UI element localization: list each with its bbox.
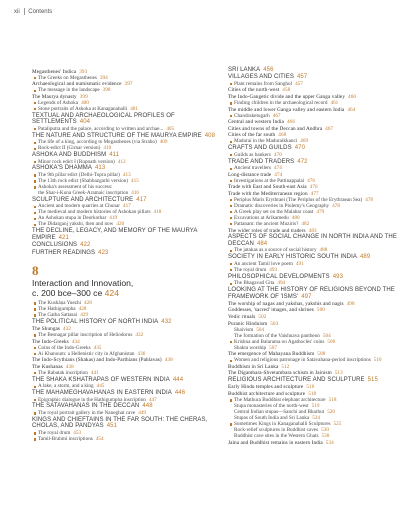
toc-entry-page: 519 xyxy=(311,402,320,409)
toc-entry-page: 470 xyxy=(273,151,282,158)
toc-entry[interactable] xyxy=(228,301,404,307)
toc-entry-page: 451 xyxy=(106,423,118,430)
toc-entry-title: The Digambara-Shvetambara schism in Jainism xyxy=(228,370,332,377)
toc-entry-page: 480 xyxy=(291,214,300,221)
toc-entry-title: Coins of the Indo-Greeks xyxy=(38,344,91,351)
toc-entry[interactable] xyxy=(32,242,208,249)
toc-entry-page: 444 xyxy=(172,376,184,383)
toc-entry-title: Shaivism xyxy=(234,326,254,333)
toc-entry-title: Dramatic discoveries in Ptolemy's Geography xyxy=(234,202,330,209)
toc-entry-title: Puranic Hinduism xyxy=(228,320,268,327)
toc-entry-page: 518 xyxy=(308,390,317,397)
toc-entry[interactable] xyxy=(228,159,404,166)
toc-entry-page: 404 xyxy=(79,119,91,126)
toc-entry-title: Krishna and Balarama on Agathocles' coins xyxy=(234,338,325,345)
toc-entry-title: Central and western India xyxy=(228,119,284,126)
toc-entry[interactable] xyxy=(32,165,208,172)
toc-entry-page: 438 xyxy=(65,363,74,370)
toc-entry-page: 413 xyxy=(122,171,131,178)
toc-entry[interactable] xyxy=(32,221,208,227)
toc-entry-page: 491 xyxy=(295,260,304,267)
toc-entry-title: Cities and towns of the Deccan and Andhra xyxy=(228,125,323,132)
toc-entry[interactable] xyxy=(228,307,404,313)
toc-entry-page: 498 xyxy=(346,300,355,307)
toc-entry-title: Plant remains from Sanghol xyxy=(234,80,293,87)
toc-entry-page: 412 xyxy=(117,158,126,165)
toc-entry-title: The Gatha Sattasai xyxy=(38,312,78,319)
toc-entry-title: Sometimes Kings in Kanaganahalli Sculptures xyxy=(234,420,331,427)
toc-entry-title: Legends of Ashoka xyxy=(38,99,79,106)
toc-entry[interactable] xyxy=(228,280,404,286)
toc-entry-title: Buddhism in Sri Lanka xyxy=(228,363,279,370)
toc-entry-title: Ashoka's assessment of his success: xyxy=(38,183,113,190)
toc-entry-page: 518 xyxy=(328,396,337,403)
toc-entry-page: 429 xyxy=(80,312,88,319)
toc-entry-page: 504 xyxy=(322,332,331,339)
toc-entry-page: 494 xyxy=(277,280,286,287)
toc-entry[interactable] xyxy=(32,397,208,403)
toc-entry-page: 493 xyxy=(269,266,278,273)
toc-entry-title: TEXTUAL AND ARCHAEOLOGICAL PROFILES OF SETTLEMENTS xyxy=(32,112,175,126)
toc-entry-page: 534 xyxy=(325,439,334,446)
chapter-page: 424 xyxy=(104,288,119,299)
toc-entry-page: 478 xyxy=(332,202,340,209)
toc-entry-page: 488 xyxy=(319,247,328,254)
toc-entry-title: FURTHER READINGS xyxy=(32,249,96,256)
toc-entry-title: Buddhist cave sites in the Western Ghats xyxy=(234,432,319,439)
toc-entry[interactable] xyxy=(32,332,208,338)
toc-entry-title: The Hathigumpha xyxy=(38,306,76,313)
toc-entry[interactable] xyxy=(228,228,404,234)
toc-list-right xyxy=(228,67,404,446)
chapter-number: 8 xyxy=(32,263,39,279)
toc-entry-title: THE MAHAMEGHAVAHANAS IN EASTERN INDIA xyxy=(32,390,172,397)
toc-entry-page: 458 xyxy=(282,87,291,94)
toc-entry-page: 524 xyxy=(312,414,320,421)
toc-entry-page: 413 xyxy=(95,165,106,172)
toc-entry-page: 417 xyxy=(122,203,131,210)
toc-entry-page: 408 xyxy=(204,132,216,139)
toc-entry-page: 497 xyxy=(301,293,312,300)
toc-entry[interactable] xyxy=(32,87,208,93)
toc-entry-title: The Indo-Scythians (Shakas) and Indo-Parthians (Pahlavas) xyxy=(32,357,162,364)
toc-entry[interactable] xyxy=(228,113,404,119)
toc-entry-page: 420 xyxy=(116,221,125,228)
toc-entry[interactable] xyxy=(228,74,404,81)
page-number: xii xyxy=(14,8,20,15)
toc-entry[interactable] xyxy=(228,87,404,93)
toc-entry-title: THE SATAVAHANAS IN THE DECCAN xyxy=(32,403,140,410)
chapter-subtitle xyxy=(32,288,208,298)
toc-entry-title: Ancient travellers xyxy=(234,165,272,172)
toc-entry-title: The royal portrait gallery in the Naneghat cave xyxy=(38,410,136,417)
toc-entry[interactable] xyxy=(32,436,208,442)
toc-entry-title: ASHOKA'S DHAMMA xyxy=(32,165,92,172)
toc-entry-title: Central Indian stupas—Sanchi and Bharhut xyxy=(234,408,325,415)
toc-entry-page: 472 xyxy=(297,158,308,165)
toc-entry-page: 397 xyxy=(124,81,133,88)
toc-entry[interactable] xyxy=(32,312,208,318)
toc-entry-page: 432 xyxy=(135,332,144,339)
toc-entry[interactable] xyxy=(32,228,208,241)
toc-entry-page: 438 xyxy=(164,357,173,364)
toc-entry[interactable] xyxy=(228,345,404,351)
toc-entry-title: Jaina and Buddhist remains in eastern India xyxy=(228,439,323,446)
toc-entry-page: 476 xyxy=(309,184,318,191)
toc-entry-title: THE SHAKA KSHATRAPAS OF WESTERN INDIA xyxy=(32,376,170,383)
toc-entry-page: 409 xyxy=(159,139,168,146)
toc-entry-page: 456 xyxy=(263,66,274,73)
toc-entry[interactable] xyxy=(228,357,404,363)
toc-entry-title: The Shungas xyxy=(32,326,61,333)
toc-entry[interactable] xyxy=(32,383,208,389)
toc-entry[interactable] xyxy=(228,184,404,190)
toc-entry[interactable] xyxy=(228,254,404,261)
toc-entry-title: SCULPTURE AND ARCHITECTURE xyxy=(32,196,134,203)
toc-entry-title: Long-distance trade xyxy=(228,171,272,178)
toc-entry-title: Early Hindu temples and sculpture xyxy=(228,384,304,391)
page-header xyxy=(14,8,52,15)
toc-entry[interactable] xyxy=(228,247,404,253)
toc-entry[interactable] xyxy=(228,119,404,125)
toc-entry-page: 503 xyxy=(270,320,279,327)
toc-entry-title: Stupas of South India and Sri Lanka xyxy=(234,414,310,421)
toc-entry-page: 423 xyxy=(98,249,109,256)
toc-entry-title: Madurai in the Maduraikkanci xyxy=(234,138,298,145)
toc-entry-page: 484 xyxy=(256,240,268,247)
chapter-title: Interaction and Innovation, xyxy=(32,278,134,289)
toc-entry[interactable] xyxy=(32,159,208,165)
toc-entry-page: 493 xyxy=(332,273,344,280)
toc-entry-page: 510 xyxy=(373,357,382,364)
toc-entry-title: Cities of the far south xyxy=(228,132,276,139)
toc-entry-page: 410 xyxy=(103,145,112,152)
toc-entry-title: PHILOSOPHICAL DEVELOPMENTS xyxy=(228,273,330,280)
toc-entry-page: 401 xyxy=(130,105,138,112)
toc-entry-title: Tamil-Brahmi inscriptions xyxy=(38,436,93,443)
toc-entry-title: Periplus Maris Erythraei (The Periplus of the Erythraean Sea) xyxy=(234,196,363,203)
right-column xyxy=(228,66,404,446)
toc-list-chapter xyxy=(32,300,208,442)
toc-entry[interactable] xyxy=(228,234,404,247)
toc-entry-title: LOOKING AT THE HISTORY OF RELIGIONS BEYOND THE FRAMEWORK OF 'ISMS' xyxy=(228,287,395,300)
toc-entry-page: 520 xyxy=(327,408,335,415)
toc-entry-page: 482 xyxy=(301,220,310,227)
toc-entry-title: Finding children in the archaeological record xyxy=(234,99,328,106)
toc-entry-page: 478 xyxy=(365,196,373,203)
toc-entry[interactable] xyxy=(32,351,208,357)
toc-entry[interactable] xyxy=(228,138,404,144)
toc-entry-title: Excavations at Arikamedu xyxy=(234,214,289,221)
toc-entry-page: 421 xyxy=(58,234,69,241)
toc-entry-title: An ancient Tamil love poem xyxy=(234,260,293,267)
toc-entry-page: 428 xyxy=(84,300,92,307)
toc-entry[interactable] xyxy=(228,440,404,446)
toc-entry-page: 476 xyxy=(307,177,315,184)
toc-entry[interactable] xyxy=(32,126,208,132)
chapter-date-range: c. 200 bce–300 ce xyxy=(32,288,103,299)
toc-entry-title: A Greek play set on the Malabar coast xyxy=(234,208,314,215)
toc-entry-title: The life of a king, according to Megasthenes (via Strabo) xyxy=(38,139,157,146)
toc-entry-page: 530 xyxy=(321,426,329,433)
toc-entry-page: 467 xyxy=(325,125,334,132)
toc-entry-page: 460 xyxy=(348,93,357,100)
toc-entry-page: 434 xyxy=(71,338,80,345)
toc-entry-page: 469 xyxy=(300,138,309,145)
toc-entry-title: CONCLUSIONS xyxy=(32,242,78,249)
toc-entry-page: 477 xyxy=(310,190,319,197)
toc-entry[interactable] xyxy=(32,250,208,257)
toc-entry-title: The 9th pillar edict (Delhi-Topra pillar) xyxy=(38,171,120,178)
toc-entry-title: Stone portraits of Ashoka at Kanaganahalli xyxy=(38,105,128,112)
toc-entry-page: 457 xyxy=(295,80,303,87)
running-title: Contents xyxy=(28,8,53,15)
toc-entry[interactable] xyxy=(228,152,404,158)
toc-entry[interactable] xyxy=(228,145,404,152)
toc-entry-page: 457 xyxy=(296,74,308,81)
toc-entry-page: 416 xyxy=(131,189,139,196)
toc-entry[interactable] xyxy=(32,113,208,126)
toc-entry[interactable] xyxy=(228,221,404,227)
left-column xyxy=(32,68,216,443)
toc-entry-title: The Indo-Gangetic divide and the upper Ganga valley xyxy=(228,93,346,100)
toc-entry-page: 506 xyxy=(327,338,336,345)
toc-entry[interactable] xyxy=(228,370,404,376)
toc-entry[interactable] xyxy=(228,364,404,370)
toc-entry[interactable] xyxy=(228,274,404,281)
toc-entry-page: 483 xyxy=(308,227,317,234)
toc-entry-page: 489 xyxy=(359,254,371,261)
toc-entry[interactable] xyxy=(228,384,404,390)
toc-entry-page: 530 xyxy=(321,432,330,439)
toc-entry-title: THE DECLINE, LEGACY, AND MEMORY OF THE MAURYA EMPIRE xyxy=(32,228,198,241)
toc-entry-page: 399 xyxy=(79,93,88,100)
toc-entry-title: The medieval and modern histories of Ashokan pillars xyxy=(38,209,151,216)
toc-entry-page: 448 xyxy=(142,403,153,410)
toc-entry-page: 394 xyxy=(99,74,108,81)
toc-entry-title: Megasthenes' Indica xyxy=(32,68,77,75)
toc-entry[interactable] xyxy=(32,145,208,151)
toc-entry-page: 525 xyxy=(333,420,342,427)
toc-entry-page: 432 xyxy=(63,326,72,333)
toc-entry[interactable] xyxy=(228,81,404,87)
toc-entry-page: 441 xyxy=(90,369,99,376)
toc-entry[interactable] xyxy=(32,106,208,112)
toc-entry-title: Minor rock edict I (Rupnath version) xyxy=(38,158,115,165)
toc-entry-title: The royal drum xyxy=(234,266,267,273)
toc-entry-title: KINGS AND CHIEFTAINS IN THE FAR SOUTH: THE CHERAS, CHOLAS, AND PANDYAS xyxy=(32,416,208,430)
toc-entry-page: 516 xyxy=(306,384,315,391)
toc-entry-title: The Greeks on Megasthenes xyxy=(38,74,97,81)
toc-entry[interactable] xyxy=(228,100,404,106)
toc-entry-title: The Besnagar pillar inscription of Heliodorus xyxy=(38,332,133,339)
toc-entry-title: The formation of the Vaishnava pantheon xyxy=(234,332,320,339)
toc-entry[interactable] xyxy=(32,197,208,204)
toc-entry-title: Chandraketugarh xyxy=(234,112,270,119)
header-divider xyxy=(24,8,25,15)
toc-entry[interactable] xyxy=(228,178,404,184)
toc-entry-page: 428 xyxy=(78,306,87,313)
toc-entry-title: Epigraphic dialogue in the Hathigumpha inscription xyxy=(38,396,146,403)
toc-entry-page: 479 xyxy=(316,208,325,215)
toc-entry-title: The wider roles of trade and traders xyxy=(228,227,306,234)
toc-entry-title: The worship of nagas and yakshas, yakshis and nagis xyxy=(228,300,344,307)
toc-entry[interactable] xyxy=(228,287,404,300)
toc-entry-title: VILLAGES AND CITIES xyxy=(228,74,294,81)
toc-entry-title: The jatakas as a source of social history xyxy=(234,247,317,254)
toc-entry-page: 415 xyxy=(131,177,139,184)
toc-entry-title: The Mathura Buddhist elephant architecture xyxy=(234,396,326,403)
toc-entry[interactable] xyxy=(32,370,208,376)
toc-entry-title: Stupa monasteries of the north-west xyxy=(234,402,309,409)
toc-entry[interactable] xyxy=(32,403,208,410)
toc-entry[interactable] xyxy=(32,377,208,384)
toc-entry-title: Trade with East and South-east Asia xyxy=(228,184,307,191)
toc-entry-title: Pataliputra and the palace, according to written and archae... xyxy=(38,125,164,132)
toc-entry-title: The middle and lower Ganga valley and eastern India xyxy=(228,106,345,113)
toc-entry-title: RELIGIOUS ARCHITECTURE AND SCULPTURE xyxy=(228,377,365,384)
toc-entry[interactable] xyxy=(32,417,208,430)
toc-entry-title: Shakta worship xyxy=(234,344,267,351)
toc-entry[interactable] xyxy=(32,190,208,196)
toc-entry-page: 461 xyxy=(330,99,339,106)
toc-entry[interactable] xyxy=(228,126,404,132)
toc-list-left xyxy=(32,68,216,257)
toc-entry-title: The Indo-Greeks xyxy=(32,338,69,345)
toc-entry-page: 398 xyxy=(102,87,111,94)
toc-entry[interactable] xyxy=(228,267,404,273)
toc-entry[interactable] xyxy=(228,314,404,320)
toc-entry-title: A lake, a storm, and a king xyxy=(38,383,94,390)
toc-entry-title: The 13th rock edict (Shahbazgarhi version) xyxy=(38,177,129,184)
toc-entry-page: 432 xyxy=(161,318,172,325)
toc-entry-title: Rock-relief sculptures in Buddhist caves xyxy=(234,426,319,433)
toc-entry-page: 419 xyxy=(109,215,118,222)
toc-entry-title: ASHOKA AND BUDDHISM xyxy=(32,151,107,158)
toc-entry-title: Pattanam: the ancient Muziris? xyxy=(234,220,299,227)
toc-entry[interactable] xyxy=(32,357,208,363)
toc-entry[interactable] xyxy=(32,390,208,397)
toc-entry-title: SRI LANKA xyxy=(228,66,261,73)
toc-entry-title: The Rabatak inscription xyxy=(38,369,88,376)
toc-entry-page: 512 xyxy=(281,363,290,370)
toc-entry-page: 417 xyxy=(136,196,147,203)
toc-entry-page: 449 xyxy=(138,410,147,417)
toc-entry-title: Rock-edict II (Girnar version) xyxy=(38,145,101,152)
toc-entry-page: 400 xyxy=(81,99,89,106)
toc-entry[interactable] xyxy=(32,319,208,326)
toc-entry-page: 445 xyxy=(96,383,105,390)
toc-entry-title: ASPECTS OF SOCIAL CHANGE IN NORTH INDIA AND THE DECCAN xyxy=(228,234,397,247)
toc-entry[interactable] xyxy=(228,165,404,171)
toc-entry-title: The Didarganj yakshi, then and now xyxy=(38,221,114,228)
toc-entry-page: 502 xyxy=(258,314,267,321)
toc-entry-title: Goddesses, 'sacred' images, and shrines xyxy=(228,307,314,314)
toc-entry[interactable] xyxy=(228,67,404,74)
toc-entry-page: 453 xyxy=(73,430,82,437)
toc-entry-title: An Ashokan stupa in Deorkothar xyxy=(38,215,107,222)
toc-entry-title: SOCIETY IN EARLY HISTORIC SOUTH INDIA xyxy=(228,254,357,261)
toc-entry-title: The Maurya dynasty xyxy=(32,93,77,100)
toc-entry-page: 393 xyxy=(79,68,88,75)
toc-entry-page: 508 xyxy=(317,351,326,358)
toc-entry-title: THE NATURE AND STRUCTURE OF THE MAURYA EMPIRE xyxy=(32,132,202,139)
toc-entry-page: 411 xyxy=(109,151,120,158)
toc-entry-page: 418 xyxy=(153,209,162,216)
toc-entry[interactable] xyxy=(32,75,208,81)
toc-entry[interactable] xyxy=(228,377,404,384)
toc-entry-page: 405 xyxy=(166,125,175,132)
toc-entry-page: 447 xyxy=(148,396,157,403)
toc-entry-title: The emergence of Mahayana Buddhism xyxy=(228,351,315,358)
toc-entry-title: The Kushanas xyxy=(32,363,63,370)
toc-entry-page: 464 xyxy=(347,106,356,113)
toc-entry-title: Ancient and modern quarries at Chunar xyxy=(38,203,120,210)
toc-entry-title: Vedic rituals xyxy=(228,314,256,321)
toc-entry-title: Investigations at the Pattinappalai xyxy=(234,177,305,184)
toc-entry-page: 474 xyxy=(274,171,283,178)
toc-entry-title: Ai Khanoum: a Hellenistic city in Afghanistan xyxy=(38,350,135,357)
toc-entry-title: The Kushāṇa Yuezhi xyxy=(38,300,82,307)
toc-entry-page: 454 xyxy=(95,436,104,443)
toc-entry-page: 504 xyxy=(256,326,265,333)
toc-entry-title: The Bhagavad Gita xyxy=(234,280,275,287)
toc-entry-page: 468 xyxy=(278,132,287,139)
toc-entry-title: Trade with the Mediterranean region xyxy=(228,190,308,197)
toc-entry-page: 467 xyxy=(272,112,281,119)
toc-entry-page: 500 xyxy=(316,307,325,314)
toc-entry-page: 474 xyxy=(274,165,282,172)
toc-entry-title: The message in the landscape xyxy=(38,87,100,94)
toc-entry-title: Buddhist architecture and sculpture xyxy=(228,390,306,397)
toc-entry-page: 446 xyxy=(174,390,186,397)
toc-entry-title: CRAFTS AND GUILDS xyxy=(228,145,292,152)
toc-entry[interactable] xyxy=(228,433,404,439)
toc-entry-title: The royal drum xyxy=(38,430,71,437)
toc-entry-page: 507 xyxy=(269,344,277,351)
toc-entry-title: Cities of the north-west xyxy=(228,87,280,94)
toc-entry-page: 513 xyxy=(334,370,343,377)
toc-entry-page: 470 xyxy=(294,145,306,152)
toc-entry-page: 515 xyxy=(367,377,378,384)
toc-entry-title: TRADE AND TRADERS xyxy=(228,158,295,165)
toc-entry-page: 466 xyxy=(286,119,296,126)
toc-entry[interactable] xyxy=(32,152,208,159)
toc-entry-title: Women and religious patronage in Satavahana-period inscriptions xyxy=(234,357,371,364)
toc-entry-title: the Shar-i-Kuna Greek-Aramaic inscription xyxy=(38,189,129,196)
toc-entry-page: 435 xyxy=(93,344,102,351)
toc-entry-title: Guilds as bankers xyxy=(234,151,271,158)
toc-entry[interactable] xyxy=(32,410,208,416)
toc-entry-title: THE POLITICAL HISTORY OF NORTH INDIA xyxy=(32,318,159,325)
toc-entry-page: 436 xyxy=(137,350,146,357)
toc-entry-page: 422 xyxy=(80,242,91,249)
toc-entry-title: Archaeological and numismatic evidence xyxy=(32,81,122,88)
